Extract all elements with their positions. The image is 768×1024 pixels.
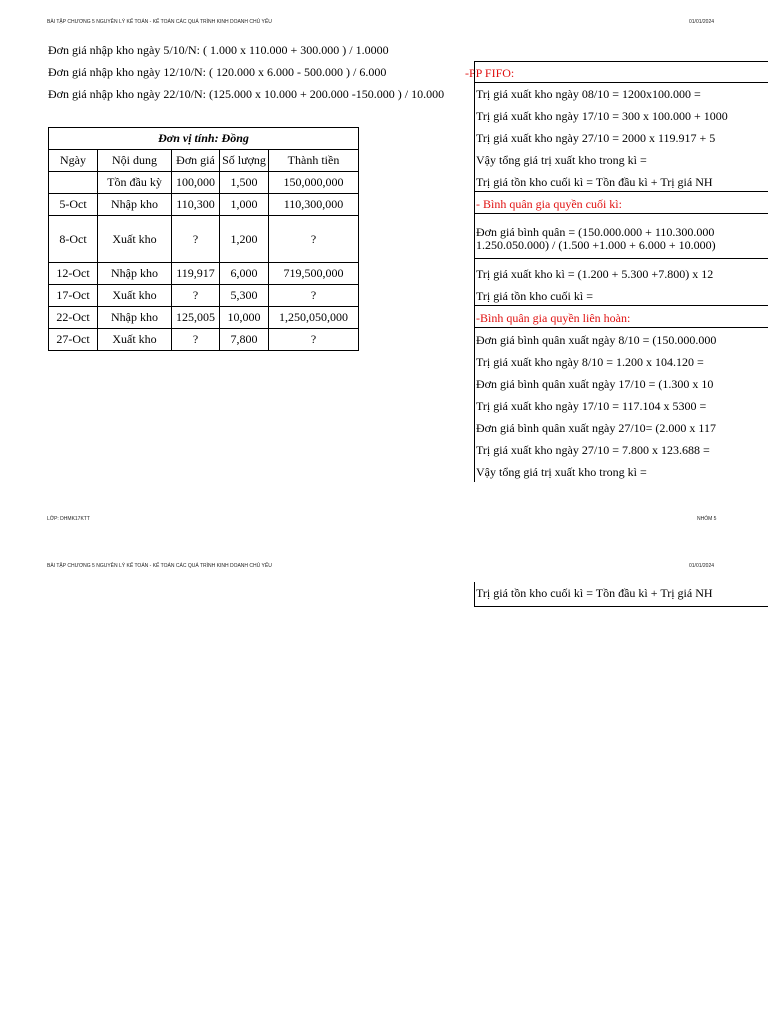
page1-header-title: BÀI TẬP CHƯƠNG 5 NGUYÊN LÝ KẾ TOÁN - KẾ TOÁN CÁC QUÁ TRÌNH KINH DOANH CHỦ YẾU [47, 19, 272, 25]
cell-unit-price: 119,917 [172, 263, 220, 285]
cell-date: 27-Oct [49, 329, 98, 351]
fifo-title: -PP FIFO: [465, 66, 515, 80]
fifo-line-4: Vậy tổng giá trị xuất kho trong kì = [476, 153, 647, 167]
bq-lien-hoan-line-6: Trị giá xuất kho ngày 27/10 = 7.800 x 123.688 = [476, 443, 710, 457]
cell-unit-price: ? [172, 329, 220, 351]
table-row [49, 194, 359, 216]
divider [475, 61, 768, 62]
page2-header-date: 01/01/2024 [689, 563, 715, 569]
cell-unit-price: ? [172, 285, 220, 307]
divider [475, 305, 768, 306]
cell-content: Nhập kho [98, 263, 172, 285]
cell-content: Nhập kho [98, 194, 172, 216]
header-content: Nội dung [98, 150, 172, 172]
cell-amount: 150,000,000 [269, 172, 359, 194]
table-row [49, 172, 359, 194]
cell-quantity: 5,300 [220, 285, 269, 307]
divider [475, 191, 768, 192]
header-quantity: Số lượng [220, 150, 269, 172]
inventory-table [48, 127, 359, 351]
table-row [49, 329, 359, 351]
cell-quantity: 10,000 [220, 307, 269, 329]
bq-lien-hoan-line-3: Đơn giá bình quân xuất ngày 17/10 = (1.300 x 10 [476, 377, 714, 391]
bq-lien-hoan-line-1: Đơn giá bình quân xuất ngày 8/10 = (150.000.000 [476, 333, 717, 347]
header-date: Ngày [49, 150, 98, 172]
table-unit-label: Đơn vị tính: Đồng [49, 128, 359, 150]
cell-content: Xuất kho [98, 329, 172, 351]
formula-line-1: Đơn giá nhập kho ngày 5/10/N: ( 1.000 x 110.000 + 300.000 ) / 1.0000 [48, 43, 389, 57]
bq-cuoi-ki-line-3: Trị giá xuất kho kì = (1.200 + 5.300 +7.800) x 12 [476, 267, 714, 281]
table-row [49, 285, 359, 307]
cell-amount: 719,500,000 [269, 263, 359, 285]
cell-quantity: 1,200 [220, 216, 269, 263]
fifo-line-1: Trị giá xuất kho ngày 08/10 = 1200x100.000 = [476, 87, 701, 101]
cell-amount: 110,300,000 [269, 194, 359, 216]
bq-cuoi-ki-line-1: Đơn giá bình quân = (150.000.000 + 110.300.000 [476, 225, 715, 239]
cell-date: 5-Oct [49, 194, 98, 216]
cell-unit-price: 100,000 [172, 172, 220, 194]
cell-unit-price: 110,300 [172, 194, 220, 216]
cell-amount: ? [269, 329, 359, 351]
table-row [49, 307, 359, 329]
formula-line-2: Đơn giá nhập kho ngày 12/10/N: ( 120.000 x 6.000 - 500.000 ) / 6.000 [48, 65, 387, 79]
fifo-line-2: Trị giá xuất kho ngày 17/10 = 300 x 100.000 + 1000 [476, 109, 728, 123]
table-header-row [49, 150, 359, 172]
cell-quantity: 1,000 [220, 194, 269, 216]
divider [475, 213, 768, 214]
fifo-line-5: Trị giá tồn kho cuối kì = Tồn đầu kì + Trị giá NH [476, 175, 713, 189]
cell-amount: 1,250,050,000 [269, 307, 359, 329]
cell-content: Xuất kho [98, 216, 172, 263]
bq-lien-hoan-line-7: Vậy tổng giá trị xuất kho trong kì = [476, 465, 647, 479]
formula-line-3: Đơn giá nhập kho ngày 22/10/N: (125.000 x 10.000 + 200.000 -150.000 ) / 10.000 [48, 87, 445, 101]
page1-footer-class: LỚP: DHMK17KTT [47, 516, 90, 522]
table-row [49, 216, 359, 263]
cell-unit-price: 125,005 [172, 307, 220, 329]
cell-quantity: 6,000 [220, 263, 269, 285]
right-column-calculations [474, 61, 768, 482]
bq-cuoi-ki-title: - Bình quân gia quyền cuối kì: [476, 197, 622, 211]
bq-lien-hoan-line-2: Trị giá xuất kho ngày 8/10 = 1.200 x 104.120 = [476, 355, 704, 369]
cell-date: 8-Oct [49, 216, 98, 263]
bq-lien-hoan-title: -Bình quân gia quyền liên hoàn: [476, 311, 631, 325]
fifo-line-3: Trị giá xuất kho ngày 27/10 = 2000 x 119.917 + 5 [476, 131, 716, 145]
cell-amount: ? [269, 285, 359, 307]
cell-content: Tồn đầu kỳ [98, 172, 172, 194]
page2-line: Trị giá tồn kho cuối kì = Tồn đầu kì + Trị giá NH [476, 586, 713, 600]
header-unit-price: Đơn giá [172, 150, 220, 172]
divider [475, 327, 768, 328]
cell-date: 17-Oct [49, 285, 98, 307]
cell-date [49, 172, 98, 194]
table-row [49, 263, 359, 285]
header-amount: Thành tiền [269, 150, 359, 172]
divider [475, 82, 768, 83]
cell-amount: ? [269, 216, 359, 263]
page2-calculation-box [474, 582, 768, 607]
page2-header-title: BÀI TẬP CHƯƠNG 5 NGUYÊN LÝ KẾ TOÁN - KẾ TOÁN CÁC QUÁ TRÌNH KINH DOANH CHỦ YẾU [47, 563, 272, 569]
cell-quantity: 7,800 [220, 329, 269, 351]
divider [475, 258, 768, 259]
cell-content: Nhập kho [98, 307, 172, 329]
bq-lien-hoan-line-5: Đơn giá bình quân xuất ngày 27/10= (2.000 x 117 [476, 421, 716, 435]
bq-lien-hoan-line-4: Trị giá xuất kho ngày 17/10 = 117.104 x 5300 = [476, 399, 707, 413]
cell-quantity: 1,500 [220, 172, 269, 194]
cell-date: 22-Oct [49, 307, 98, 329]
page1-header-date: 01/01/2024 [689, 19, 715, 25]
page1-footer-group: NHÓM 5 [697, 516, 717, 522]
cell-unit-price: ? [172, 216, 220, 263]
bq-cuoi-ki-line-2: 1.250.050.000) / (1.500 +1.000 + 6.000 + 10.000) [476, 238, 716, 252]
cell-date: 12-Oct [49, 263, 98, 285]
cell-content: Xuất kho [98, 285, 172, 307]
bq-cuoi-ki-line-4: Trị giá tồn kho cuối kì = [476, 289, 593, 303]
